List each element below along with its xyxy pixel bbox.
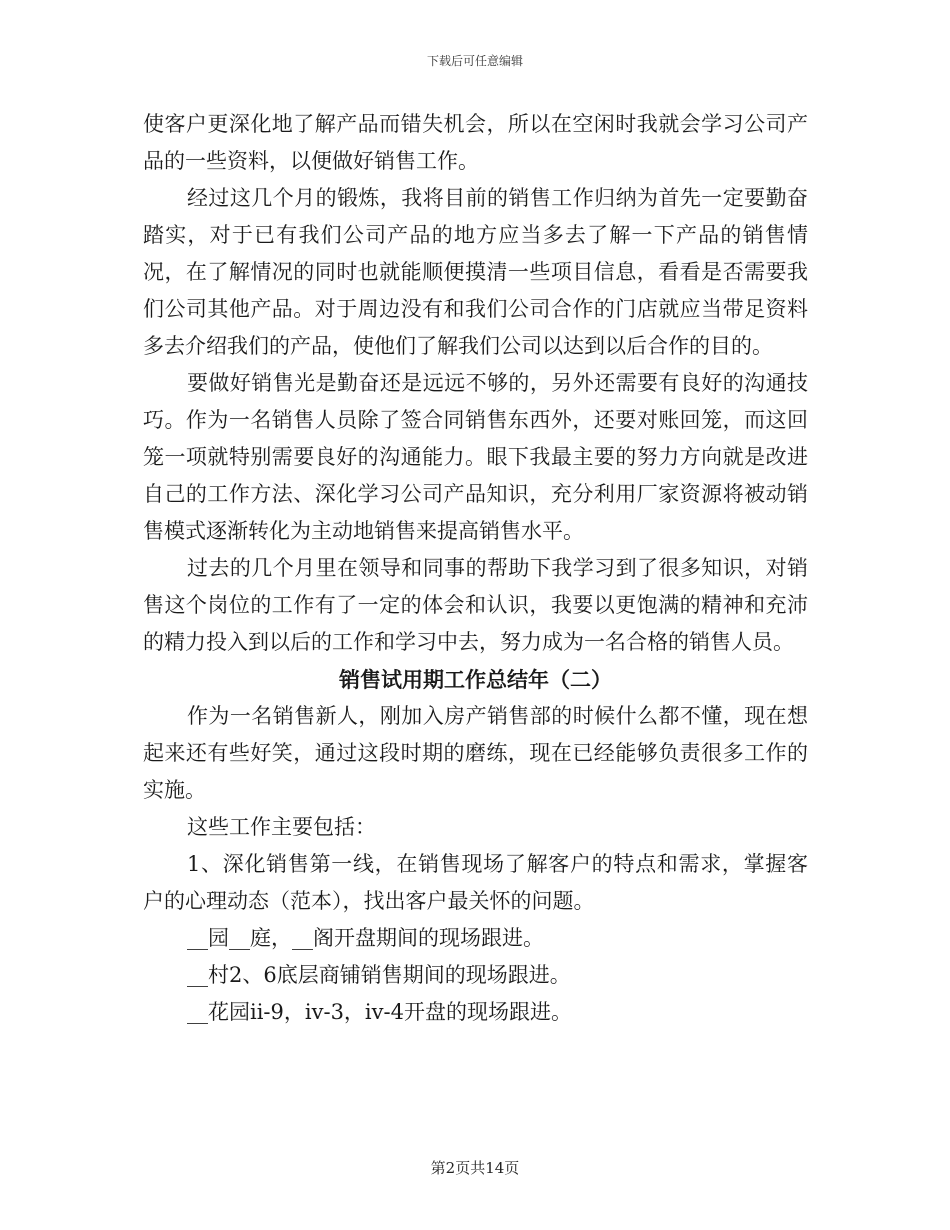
paragraph: 经过这几个月的锻炼，我将目前的销售工作归纳为首先一定要勤奋踏实，对于已有我们公司产品的地方应当多去了解一下产品的销售情况，在了解情况的同时也就能顺便摸清一些项目信息，看看是否需要我们公司其他产品。对于周边没有和我们公司合作的门店就应当带足资料多去介绍我们的产品，使他们了解我们公司以达到以后合作的目的。 [143, 186, 808, 358]
page-footer: 第2页共14页 [430, 1159, 520, 1177]
paragraph: 要做好销售光是勤奋还是远远不够的，另外还需要有良好的沟通技巧。作为一名销售人员除了签合同销售东西外，还要对账回笼，而这回笼一项就特别需要良好的沟通能力。眼下我最主要的努力方向就是改进自己的工作方法、深化学习公司产品知识，充分利用厂家资源将被动销售模式逐渐转化为主动地销售来提高销售水平。 [143, 371, 808, 543]
paragraph: 使客户更深化地了解产品而错失机会，所以在空闲时我就会学习公司产品的一些资料，以便做好销售工作。 [143, 112, 808, 173]
paragraph: 作为一名销售新人，刚加入房产销售部的时候什么都不懂，现在想起来还有些好笑，通过这段时期的磨练，现在已经能够负责很多工作的实施。 [143, 704, 808, 802]
paragraph: 这些工作主要包括： [187, 815, 376, 839]
paragraph: 过去的几个月里在领导和同事的帮助下我学习到了很多知识，对销售这个岗位的工作有了一定的体会和认识，我要以更饱满的精神和充沛的精力投入到以后的工作和学习中去，努力成为一名合格的销售人员。 [143, 556, 808, 654]
paragraph: __园__庭，__阁开盘期间的现场跟进。 [187, 926, 544, 950]
document-body [143, 106, 808, 1031]
paragraph: __村2、6底层商铺销售期间的现场跟进。 [187, 963, 571, 987]
page-header: 下载后可任意编辑 [426, 54, 523, 68]
paragraph: 1、深化销售第一线，在销售现场了解客户的特点和需求，掌握客户的心理动态（范本），找出客户最关怀的问题。 [143, 852, 808, 913]
paragraph: __花园ii-9，iv-3，iv-4开盘的现场跟进。 [187, 1000, 572, 1024]
section-heading: 销售试用期工作总结年（二） [339, 667, 612, 692]
